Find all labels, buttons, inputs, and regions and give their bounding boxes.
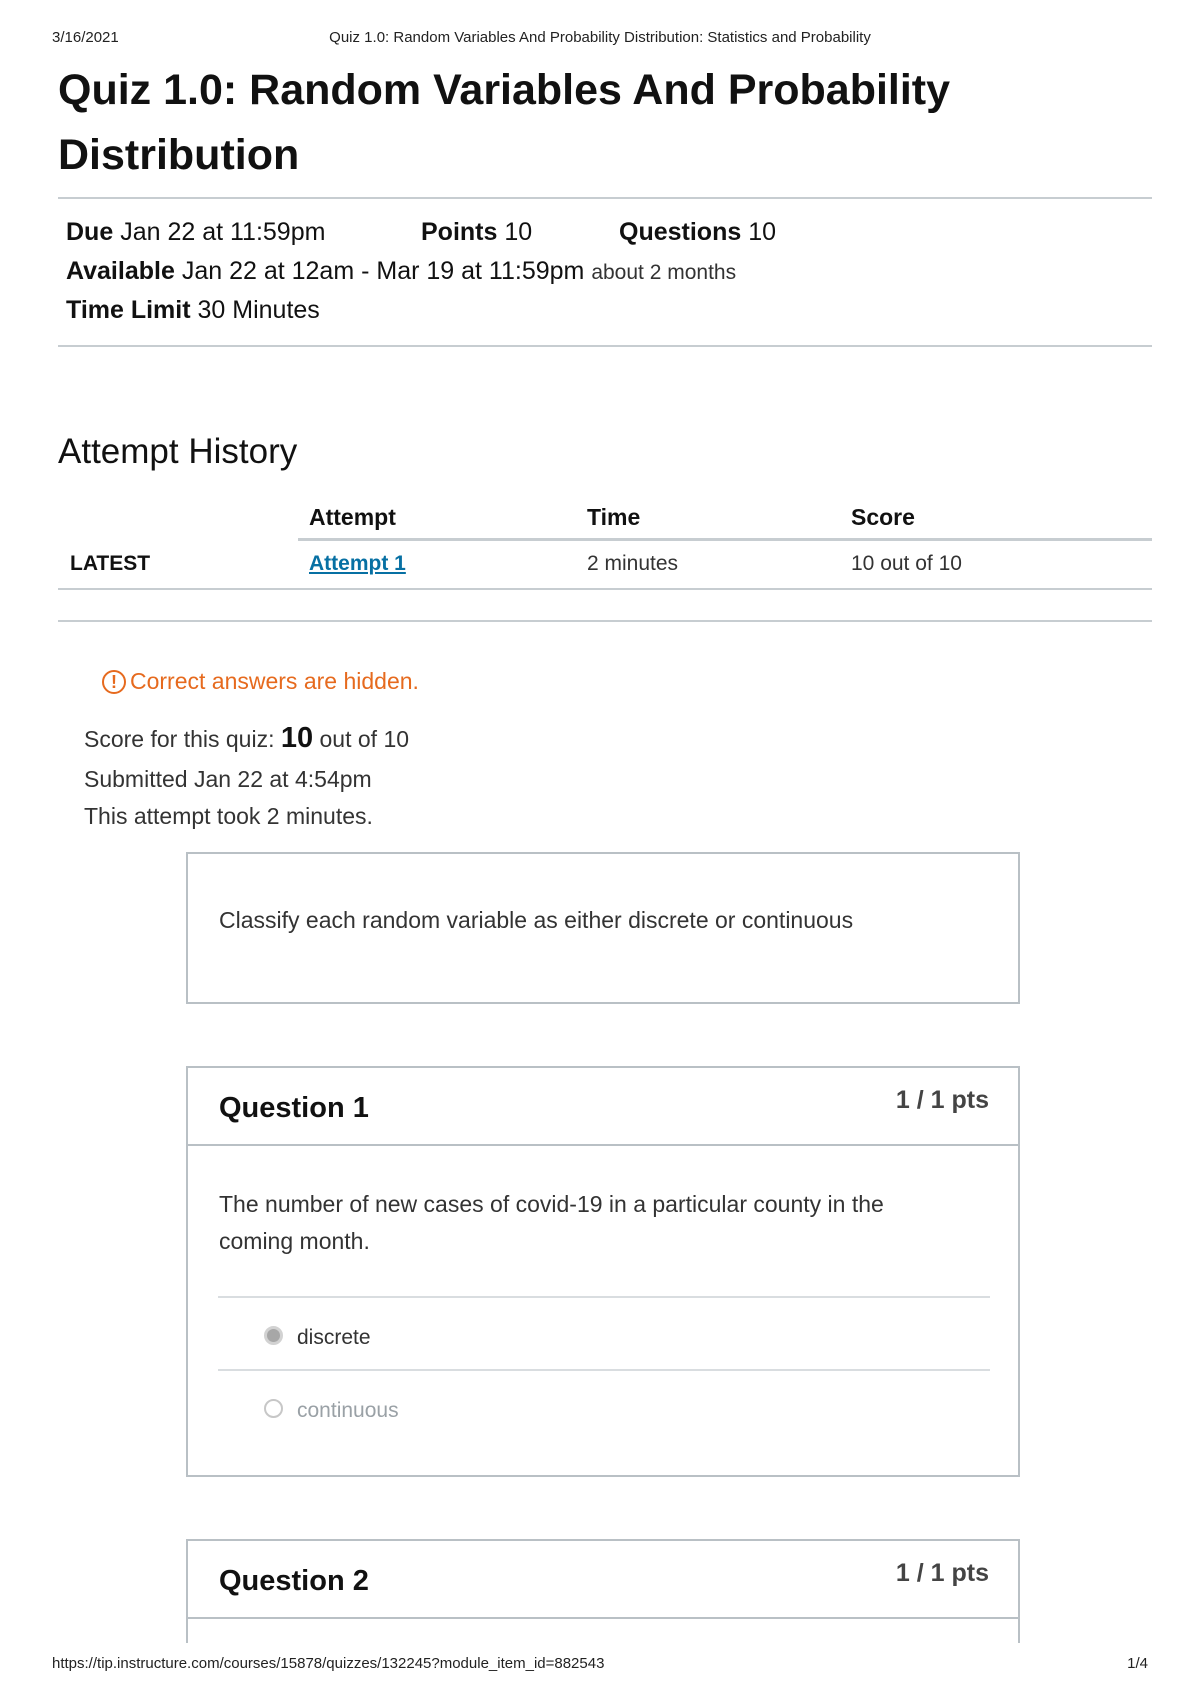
question-1-text-line-2: coming month. — [219, 1228, 370, 1254]
attempt-time: 2 minutes — [587, 552, 679, 575]
time-limit-value: 30 Minutes — [197, 296, 320, 324]
instructions-text: Classify each random variable as either discrete or continuous — [219, 907, 854, 933]
due-item — [66, 218, 421, 247]
quiz-meta-row-3 — [66, 296, 320, 325]
questions-value: 10 — [748, 218, 777, 246]
print-page-title: Quiz 1.0: Random Variables And Probability Distribution: Statistics and Probability — [329, 29, 871, 46]
question-1-text — [219, 1186, 884, 1260]
points-label: Points — [421, 218, 498, 246]
question-1-text-line-1: The number of new cases of covid-19 in a particular county in the — [219, 1191, 884, 1217]
table-header-rule — [298, 538, 1152, 541]
questions-label: Questions — [619, 218, 742, 246]
radio-selected-icon[interactable] — [264, 1326, 283, 1345]
table-row-rule — [58, 588, 1152, 590]
instructions-box — [186, 852, 1020, 1004]
answer-continuous[interactable] — [264, 1399, 399, 1423]
quiz-title: Quiz 1.0: Random Variables And Probability Distribution — [58, 66, 951, 179]
answer-label: discrete — [297, 1326, 371, 1349]
question-1-points: 1 / 1 pts — [895, 1086, 989, 1114]
due-value: Jan 22 at 11:59pm — [120, 218, 326, 246]
warning-icon: ! — [102, 670, 126, 694]
attempt-score: 10 out of 10 — [851, 552, 962, 575]
questions-item — [619, 218, 776, 247]
due-label: Due — [66, 218, 114, 246]
quiz-meta-row-2 — [66, 257, 736, 286]
divider — [58, 620, 1152, 622]
print-url: https://tip.instructure.com/courses/15878/quizzes/132245?module_item_id=882543 — [52, 1655, 605, 1672]
question-1-title: Question 1 — [219, 1092, 369, 1124]
score-suffix: out of 10 — [319, 726, 410, 752]
divider — [58, 345, 1152, 347]
column-header-attempt: Attempt — [309, 504, 396, 530]
question-2 — [186, 1539, 1020, 1643]
radio-unselected-icon[interactable] — [264, 1399, 283, 1418]
print-date: 3/16/2021 — [52, 29, 119, 46]
answer-discrete[interactable] — [264, 1326, 371, 1350]
column-header-time: Time — [587, 504, 641, 530]
points-item — [421, 218, 619, 247]
available-label: Available — [66, 257, 175, 285]
submitted-time: Submitted Jan 22 at 4:54pm — [84, 766, 372, 792]
quiz-score — [84, 722, 409, 755]
quiz-meta-row-1 — [66, 218, 776, 247]
available-note: about 2 months — [591, 261, 737, 284]
question-2-header — [188, 1541, 1018, 1619]
question-divider — [218, 1296, 990, 1298]
print-page-number: 1/4 — [1127, 1655, 1148, 1672]
attempt-1-link[interactable]: Attempt 1 — [309, 552, 406, 575]
latest-label: LATEST — [70, 552, 151, 575]
attempt-history-title: Attempt History — [58, 432, 298, 471]
score-value: 10 — [280, 722, 314, 754]
score-prefix: Score for this quiz: — [84, 726, 275, 752]
warning-text: Correct answers are hidden. — [130, 668, 419, 694]
time-limit-label: Time Limit — [66, 296, 191, 324]
attempt-duration: This attempt took 2 minutes. — [84, 803, 373, 829]
available-value: Jan 22 at 12am - Mar 19 at 11:59pm — [181, 257, 585, 285]
answer-label: continuous — [297, 1399, 399, 1422]
divider — [58, 197, 1152, 199]
question-2-title: Question 2 — [219, 1565, 369, 1597]
answer-divider — [218, 1369, 990, 1371]
points-value: 10 — [504, 218, 533, 246]
question-1-header — [188, 1068, 1018, 1146]
question-2-points: 1 / 1 pts — [895, 1559, 989, 1587]
correct-answers-hidden-notice — [102, 668, 419, 695]
column-header-score: Score — [851, 504, 915, 530]
question-1 — [186, 1066, 1020, 1477]
